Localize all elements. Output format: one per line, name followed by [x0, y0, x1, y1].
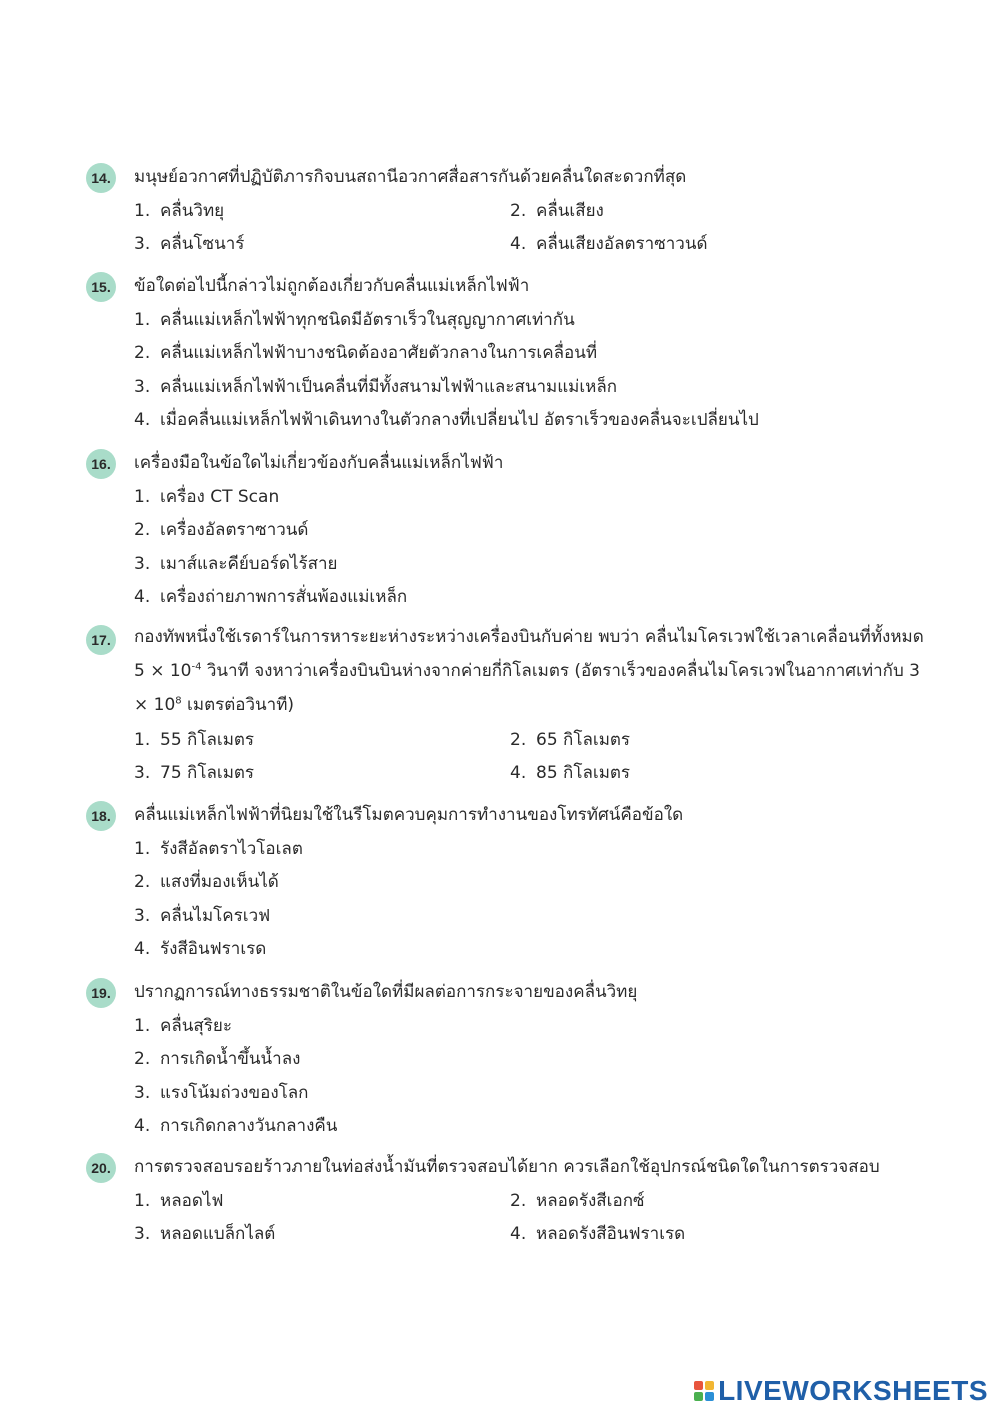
brand-name: LIVEWORKSHEETS — [718, 1375, 988, 1406]
option-2[interactable]: 2. คลื่นแม่เหล็กไฟฟ้าบางชนิดต้องอาศัยตัวกลางในการเคลื่อนที่ — [134, 343, 598, 363]
question-number-badge: 20. — [86, 1153, 116, 1183]
question-14 — [86, 162, 966, 254]
question-16 — [86, 448, 966, 607]
option-3[interactable]: 3. 75 กิโลเมตร — [134, 763, 255, 783]
option-3[interactable]: 3. คลื่นโซนาร์ — [134, 234, 245, 254]
question-20 — [86, 1152, 966, 1244]
option-4[interactable]: 4. คลื่นเสียงอัลตราซาวนด์ — [510, 234, 708, 254]
question-text: ข้อใดต่อไปนี้กล่าวไม่ถูกต้องเกี่ยวกับคลื่นแม่เหล็กไฟฟ้า — [134, 276, 530, 296]
question-text: ปรากฏการณ์ทางธรรมชาติในข้อใดที่มีผลต่อการกระจายของคลื่นวิทยุ — [134, 982, 638, 1002]
exponent: 8 — [175, 695, 182, 707]
option-1[interactable]: 1. คลื่นสุริยะ — [134, 1016, 233, 1036]
option-4[interactable]: 4. หลอดรังสีอินฟราเรด — [510, 1224, 686, 1244]
question-18 — [86, 800, 966, 959]
option-1[interactable]: 1. คลื่นวิทยุ — [134, 201, 225, 221]
question-17 — [86, 624, 966, 783]
option-1[interactable]: 1. เครื่อง CT Scan — [134, 487, 280, 507]
option-3[interactable]: 3. เมาส์และคีย์บอร์ดไร้สาย — [134, 554, 338, 574]
liveworksheets-logo[interactable] — [694, 1376, 988, 1406]
option-3[interactable]: 3. คลื่นไมโครเวฟ — [134, 906, 271, 926]
option-4[interactable]: 4. 85 กิโลเมตร — [510, 763, 631, 783]
logo-mark-icon — [694, 1381, 714, 1401]
exponent: -4 — [191, 661, 202, 673]
question-number-badge: 15. — [86, 272, 116, 302]
question-text: คลื่นแม่เหล็กไฟฟ้าที่นิยมใช้ในรีโมตควบคุมการทำงานของโทรทัศน์คือข้อใด — [134, 805, 684, 825]
question-text: การตรวจสอบรอยร้าวภายในท่อส่งน้ำมันที่ตรวจสอบได้ยาก ควรเลือกใช้อุปกรณ์ชนิดใดในการตรวจสอบ — [134, 1157, 880, 1177]
option-1[interactable]: 1. คลื่นแม่เหล็กไฟฟ้าทุกชนิดมีอัตราเร็วในสุญญากาศเท่ากัน — [134, 310, 575, 330]
option-4[interactable]: 4. การเกิดกลางวันกลางคืน — [134, 1116, 338, 1136]
option-4[interactable]: 4. เมื่อคลื่นแม่เหล็กไฟฟ้าเดินทางในตัวกลางที่เปลี่ยนไป อัตราเร็วของคลื่นจะเปลี่ยนไป — [134, 410, 759, 430]
option-1[interactable]: 1. รังสีอัลตราไวโอเลต — [134, 839, 303, 859]
option-2[interactable]: 2. 65 กิโลเมตร — [510, 730, 631, 750]
question-number-badge: 19. — [86, 978, 116, 1008]
option-2[interactable]: 2. การเกิดน้ำขึ้นน้ำลง — [134, 1049, 301, 1069]
question-text: มนุษย์อวกาศที่ปฏิบัติภารกิจบนสถานีอวกาศสื่อสารกันด้วยคลื่นใดสะดวกที่สุด — [134, 167, 687, 187]
question-text: เครื่องมือในข้อใดไม่เกี่ยวข้องกับคลื่นแม่เหล็กไฟฟ้า — [134, 453, 504, 473]
option-3[interactable]: 3. คลื่นแม่เหล็กไฟฟ้าเป็นคลื่นที่มีทั้งสนามไฟฟ้าและสนามแม่เหล็ก — [134, 377, 618, 397]
option-2[interactable]: 2. แสงที่มองเห็นได้ — [134, 872, 279, 892]
option-1[interactable]: 1. 55 กิโลเมตร — [134, 730, 255, 750]
option-4[interactable]: 4. รังสีอินฟราเรด — [134, 939, 267, 959]
question-number-badge: 17. — [86, 625, 116, 655]
option-2[interactable]: 2. เครื่องอัลตราซาวนด์ — [134, 520, 309, 540]
option-3[interactable]: 3. หลอดแบล็กไลต์ — [134, 1224, 276, 1244]
question-number-badge: 16. — [86, 449, 116, 479]
option-2[interactable]: 2. หลอดรังสีเอกซ์ — [510, 1191, 645, 1211]
question-15 — [86, 271, 966, 430]
option-3[interactable]: 3. แรงโน้มถ่วงของโลก — [134, 1083, 309, 1103]
question-19 — [86, 977, 966, 1136]
option-4[interactable]: 4. เครื่องถ่ายภาพการสั่นพ้องแม่เหล็ก — [134, 587, 408, 607]
option-2[interactable]: 2. คลื่นเสียง — [510, 201, 604, 221]
question-number-badge: 14. — [86, 163, 116, 193]
option-1[interactable]: 1. หลอดไฟ — [134, 1191, 224, 1211]
question-text: กองทัพหนึ่งใช้เรดาร์ในการหาระยะห่างระหว่างเครื่องบินกับค่าย พบว่า คลื่นไมโครเวฟใช้เวลาเคลื่อนที่ทั้งหมด $5 \times 10^{-4}$ วินาที จงหาว่าเครื่องบินบินห่างจากค่ายกี่กิโลเมตร (อัตราเร็วของคลื่นไมโครเวฟในอากาศเท่ากับ $3 \times 10^8$ เมตรต่อวินาที) — [134, 627, 924, 715]
question-number-badge: 18. — [86, 801, 116, 831]
